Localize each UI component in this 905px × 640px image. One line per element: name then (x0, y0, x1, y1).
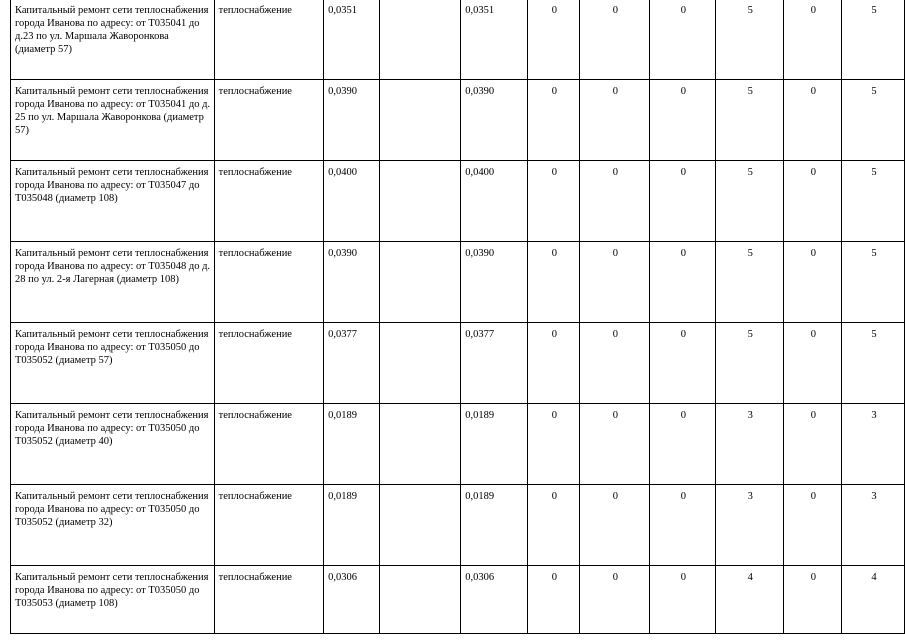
row-count-6: 5 (841, 242, 904, 323)
row-count-6: 5 (841, 80, 904, 161)
row-count-3: 0 (649, 323, 715, 404)
row-count-1: 0 (527, 323, 579, 404)
row-count-2: 0 (579, 566, 649, 634)
row-count-3: 0 (649, 80, 715, 161)
row-type: теплоснабжение (214, 404, 323, 485)
table-row (11, 161, 905, 242)
table-row (11, 323, 905, 404)
row-description: Капитальный ремонт сети теплоснабжения города Иванова по адресу: от Т035041 до д.23 по ул. Маршала Жаворонкова (диаметр 57) (11, 0, 215, 80)
row-count-2: 0 (579, 404, 649, 485)
row-count-5: 0 (783, 404, 841, 485)
row-value-1: 0,0351 (324, 0, 380, 80)
row-count-5: 0 (783, 242, 841, 323)
row-count-3: 0 (649, 0, 715, 80)
row-count-3: 0 (649, 161, 715, 242)
row-count-1: 0 (527, 0, 579, 80)
row-count-2: 0 (579, 161, 649, 242)
row-description: Капитальный ремонт сети теплоснабжения города Иванова по адресу: от Т035047 до Т035048 (диаметр 108) (11, 161, 215, 242)
row-count-3: 0 (649, 485, 715, 566)
row-value-3: 0,0306 (461, 566, 527, 634)
row-type: теплоснабжение (214, 323, 323, 404)
table-row (11, 404, 905, 485)
row-type: теплоснабжение (214, 566, 323, 634)
row-count-5: 0 (783, 0, 841, 80)
row-value-1: 0,0390 (324, 242, 380, 323)
row-value-2 (379, 242, 461, 323)
row-count-2: 0 (579, 485, 649, 566)
row-count-4: 5 (715, 161, 783, 242)
row-description: Капитальный ремонт сети теплоснабжения города Иванова по адресу: от Т035041 до д. 25 по ул. Маршала Жаворонкова (диаметр 57) (11, 80, 215, 161)
row-count-1: 0 (527, 566, 579, 634)
row-count-1: 0 (527, 242, 579, 323)
row-count-1: 0 (527, 404, 579, 485)
row-count-1: 0 (527, 80, 579, 161)
row-value-2 (379, 161, 461, 242)
row-count-3: 0 (649, 242, 715, 323)
row-value-2 (379, 566, 461, 634)
row-description: Капитальный ремонт сети теплоснабжения города Иванова по адресу: от Т035050 до Т035052 (диаметр 32) (11, 485, 215, 566)
row-description: Капитальный ремонт сети теплоснабжения города Иванова по адресу: от Т035050 до Т035052 (диаметр 57) (11, 323, 215, 404)
row-value-2 (379, 80, 461, 161)
row-count-5: 0 (783, 323, 841, 404)
row-value-2 (379, 323, 461, 404)
row-count-6: 5 (841, 161, 904, 242)
row-count-4: 5 (715, 323, 783, 404)
row-value-2 (379, 0, 461, 80)
row-count-5: 0 (783, 566, 841, 634)
repair-table (10, 0, 905, 634)
row-description: Капитальный ремонт сети теплоснабжения города Иванова по адресу: от Т035050 до Т035052 (диаметр 40) (11, 404, 215, 485)
row-count-4: 3 (715, 485, 783, 566)
table-row (11, 80, 905, 161)
row-value-3: 0,0189 (461, 485, 527, 566)
row-value-2 (379, 404, 461, 485)
row-value-3: 0,0351 (461, 0, 527, 80)
row-value-1: 0,0400 (324, 161, 380, 242)
row-count-5: 0 (783, 161, 841, 242)
row-count-1: 0 (527, 161, 579, 242)
row-value-3: 0,0189 (461, 404, 527, 485)
row-count-6: 4 (841, 566, 904, 634)
row-count-2: 0 (579, 0, 649, 80)
row-value-3: 0,0390 (461, 242, 527, 323)
row-count-2: 0 (579, 323, 649, 404)
row-value-1: 0,0390 (324, 80, 380, 161)
row-description: Капитальный ремонт сети теплоснабжения города Иванова по адресу: от Т035048 до д. 28 по ул. 2-я Лагерная (диаметр 108) (11, 242, 215, 323)
table-row (11, 242, 905, 323)
row-count-1: 0 (527, 485, 579, 566)
row-count-3: 0 (649, 566, 715, 634)
row-description: Капитальный ремонт сети теплоснабжения города Иванова по адресу: от Т035050 до Т035053 (диаметр 108) (11, 566, 215, 634)
row-count-6: 3 (841, 404, 904, 485)
row-count-4: 4 (715, 566, 783, 634)
row-count-5: 0 (783, 485, 841, 566)
row-count-5: 0 (783, 80, 841, 161)
row-type: теплоснабжение (214, 0, 323, 80)
table-row (11, 566, 905, 634)
row-value-2 (379, 485, 461, 566)
row-count-2: 0 (579, 242, 649, 323)
row-count-3: 0 (649, 404, 715, 485)
row-value-1: 0,0377 (324, 323, 380, 404)
row-value-3: 0,0400 (461, 161, 527, 242)
row-type: теплоснабжение (214, 242, 323, 323)
row-value-1: 0,0306 (324, 566, 380, 634)
row-count-4: 5 (715, 80, 783, 161)
row-count-4: 3 (715, 404, 783, 485)
row-count-2: 0 (579, 80, 649, 161)
row-value-1: 0,0189 (324, 404, 380, 485)
row-value-1: 0,0189 (324, 485, 380, 566)
row-count-4: 5 (715, 0, 783, 80)
row-count-4: 5 (715, 242, 783, 323)
table-row (11, 0, 905, 80)
row-type: теплоснабжение (214, 161, 323, 242)
row-value-3: 0,0390 (461, 80, 527, 161)
row-value-3: 0,0377 (461, 323, 527, 404)
row-count-6: 5 (841, 323, 904, 404)
table-row (11, 485, 905, 566)
row-count-6: 5 (841, 0, 904, 80)
row-count-6: 3 (841, 485, 904, 566)
row-type: теплоснабжение (214, 485, 323, 566)
row-type: теплоснабжение (214, 80, 323, 161)
